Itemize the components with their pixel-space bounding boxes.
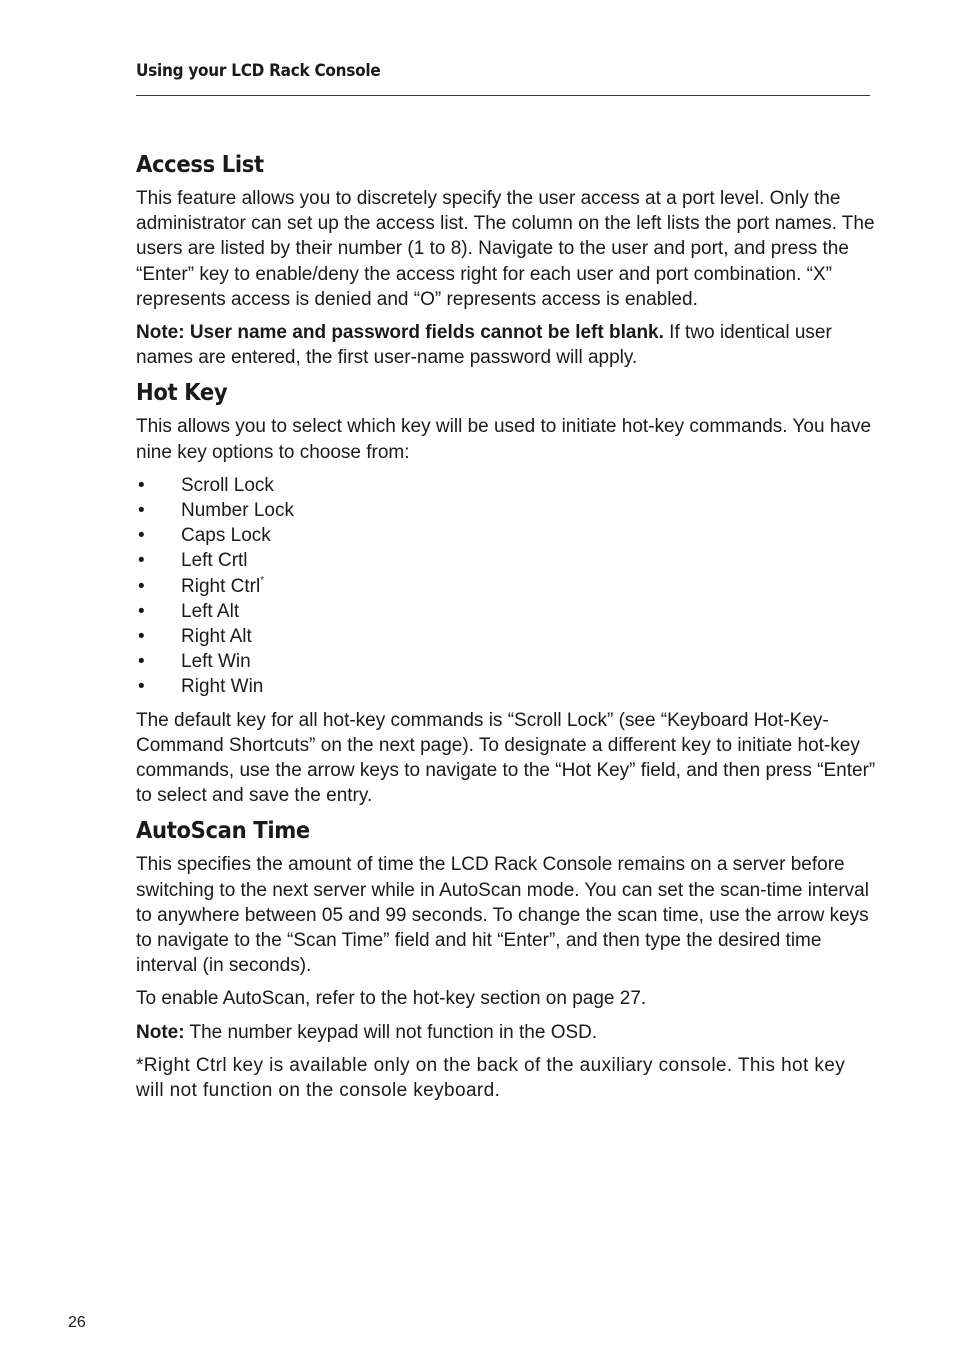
list-item-label: Left Alt	[181, 600, 240, 622]
list-item-label: Caps Lock	[181, 525, 271, 547]
list-item-label: Right Ctrl	[181, 575, 261, 597]
list-item	[136, 498, 876, 523]
bullet-icon: •	[138, 676, 145, 698]
list-item	[136, 473, 876, 498]
autoscan-section	[136, 816, 876, 1103]
bullet-icon: •	[138, 474, 145, 496]
right-ctrl-footnote: *Right Ctrl key is available only on the back of the auxiliary console. This hot key will not function on the console keyboard.	[136, 1054, 846, 1102]
list-item	[136, 574, 876, 599]
list-item	[136, 548, 876, 573]
bullet-icon: •	[138, 651, 145, 673]
bullet-icon: •	[138, 600, 145, 622]
access-list-note	[136, 320, 876, 370]
hot-key-section	[136, 378, 876, 808]
hot-key-options-list	[136, 473, 876, 700]
list-item-label: Number Lock	[181, 500, 294, 522]
list-item-label: Left Crtl	[181, 550, 248, 572]
access-list-note-label: Note: User name and password fields cannot be left blank.	[136, 322, 664, 344]
header-divider	[136, 95, 870, 96]
list-item-label: Right Win	[181, 676, 264, 698]
hot-key-heading: Hot Key	[136, 380, 228, 407]
list-item	[136, 599, 876, 624]
hot-key-default-paragraph: The default key for all hot-key commands is “Scroll Lock” (see “Keyboard Hot-Key-Command Shortcuts” on the next page). To designate a different key to initiate hot-key commands, use the arrow keys to navigate to the “Hot Key” field, and then press “Enter” to select and save the entry.	[136, 709, 876, 807]
running-header	[136, 60, 870, 82]
access-list-heading: Access List	[136, 152, 264, 178]
list-item	[136, 523, 876, 548]
footnote-marker: *	[260, 574, 265, 586]
bullet-icon: •	[138, 500, 145, 522]
autoscan-paragraph: This specifies the amount of time the LCD Rack Console remains on a server before switching to the next server while in AutoScan mode. You can set the scan-time interval to anywhere between 05 and 99 seconds. To change the scan time, use the arrow keys to navigate to the “Scan Time” field and hit “Enter”, and then type the desired time interval (in seconds).	[136, 854, 869, 977]
autoscan-note-text: The number keypad will not function in the OSD.	[184, 1021, 598, 1043]
page-content	[136, 150, 876, 1111]
page-number: 26	[68, 1314, 86, 1331]
bullet-icon: •	[138, 626, 145, 648]
bullet-icon: •	[138, 550, 145, 572]
access-list-section	[136, 150, 876, 370]
hot-key-intro: This allows you to select which key will be used to initiate hot-key commands. You have nine key options to choose from:	[136, 416, 872, 463]
autoscan-enable-text: To enable AutoScan, refer to the hot-key section on page 27.	[136, 988, 647, 1010]
autoscan-note-label: Note:	[136, 1021, 185, 1043]
access-list-note-text: If two identical user names are entered, the first user-name password will apply.	[136, 322, 832, 369]
list-item-label: Left Win	[181, 651, 251, 673]
list-item	[136, 624, 876, 649]
bullet-icon: •	[138, 575, 145, 597]
running-header-title: Using your LCD Rack Console	[136, 61, 381, 81]
access-list-paragraph: This feature allows you to discretely specify the user access at a port level. Only the administrator can set up the access list. The column on the left lists the port names. The users are listed by their number (1 to 8). Navigate to the user and port, and press the “Enter” key to enable/deny the access right for each user and port combination. “X” represents access is denied and “O” represents access is enabled.	[136, 188, 875, 310]
list-item-label: Scroll Lock	[181, 474, 274, 496]
autoscan-note	[136, 1020, 876, 1045]
autoscan-heading: AutoScan Time	[136, 818, 310, 845]
list-item-label: Right Alt	[181, 626, 252, 648]
list-item	[136, 674, 876, 699]
list-item	[136, 649, 876, 674]
bullet-icon: •	[138, 525, 145, 547]
